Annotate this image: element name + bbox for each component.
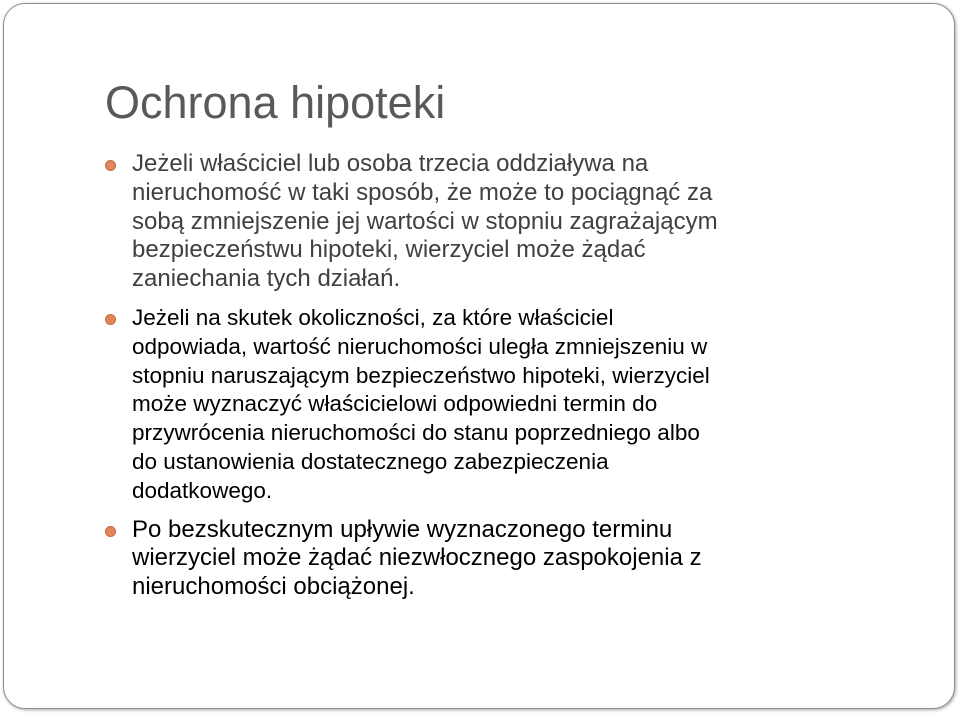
page-title: Ochrona hipoteki — [105, 77, 446, 128]
list-item — [105, 516, 905, 602]
bullet-list — [105, 150, 905, 602]
bullet-text: Po bezskutecznym upływie wyznaczonego terminu wierzyciel może żądać niezwłocznego zaspokojenia z nieruchomości obciążonej. — [132, 515, 702, 601]
bullet-text: Jeżeli właściciel lub osoba trzecia oddziaływa na nieruchomość w taki sposób, że może to pociągnąć za sobą zmniejszenie jej wartości w stopniu zagrażającym bezpieczeństwu hipoteki, wierzyciel może żądać zaniechania tych działań. — [132, 150, 718, 293]
bullet-icon — [105, 160, 116, 171]
list-item — [105, 304, 905, 506]
bullet-icon — [105, 526, 116, 537]
bullet-text: Jeżeli na skutek okoliczności, za które właściciel odpowiada, wartość nieruchomości uległa zmniejszeniu w stopniu naruszającym bezpieczeństwo hipoteki, wierzyciel może wyznaczyć właścicielowi odpowiedni termin do przywrócenia nieruchomości do stanu poprzedniego albo do ustanowienia dostatecznego zabezpieczenia dodatkowego. — [132, 304, 710, 503]
bullet-icon — [105, 314, 116, 325]
list-item — [105, 150, 905, 294]
